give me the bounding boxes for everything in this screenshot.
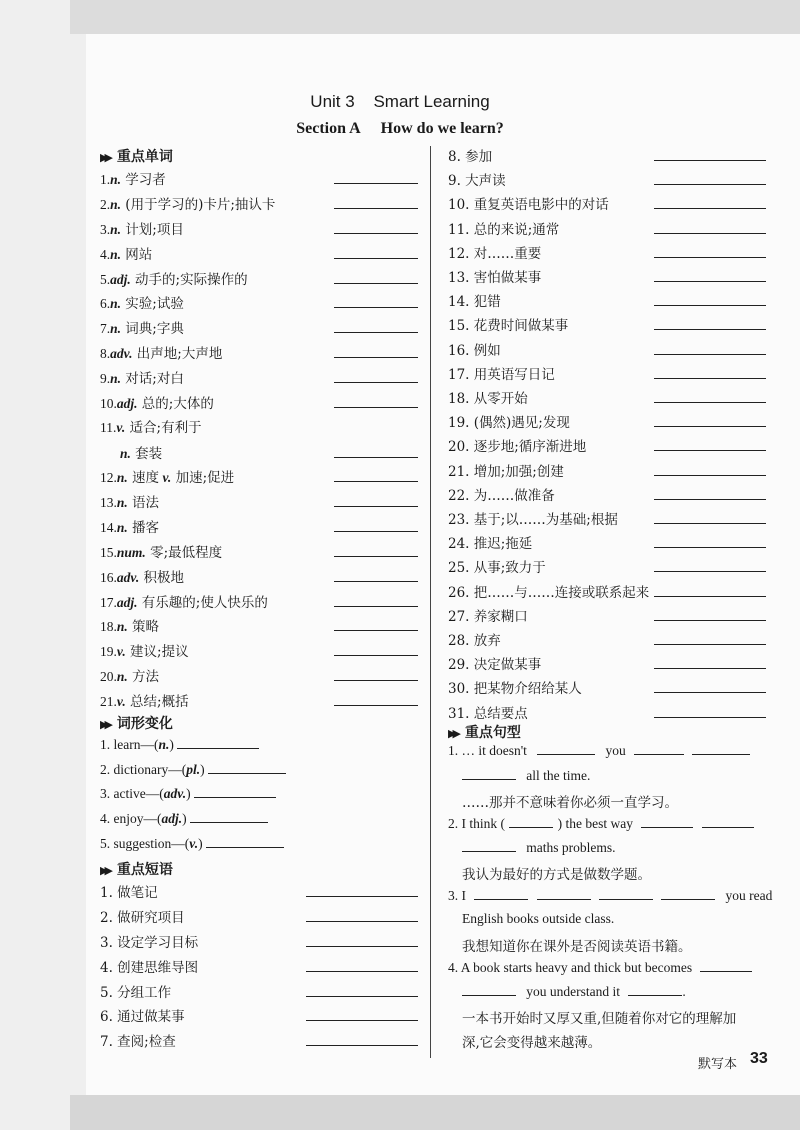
answer-blank[interactable] <box>654 571 766 572</box>
phrase-text: 25. 从事;致力于 <box>448 560 546 577</box>
phrase-text: 23. 基于;以……为基础;根据 <box>448 512 618 528</box>
item-number: 2. <box>100 197 111 212</box>
answer-blank[interactable] <box>334 630 418 631</box>
answer-blank[interactable] <box>654 668 766 669</box>
answer-blank[interactable] <box>334 581 418 582</box>
part-of-speech: v. <box>189 836 199 851</box>
phrase-text: 6. 通过做某事 <box>100 1009 185 1025</box>
chinese-meaning: 策略 <box>127 619 160 635</box>
section-title <box>0 120 800 138</box>
answer-blank[interactable] <box>334 655 418 656</box>
sentence-3-line-2: English books outside class. <box>462 911 615 926</box>
part-of-speech: adj. <box>110 272 131 287</box>
phrase-text: 24. 推迟;拖延 <box>448 536 533 553</box>
word-form-item <box>100 810 268 830</box>
phrase-text: 18. 从零开始 <box>448 391 528 407</box>
answer-blank[interactable] <box>190 810 268 823</box>
section-label: Section A <box>296 120 361 137</box>
item-number: 17. <box>100 595 117 610</box>
chevron-double-icon: ▶▶ <box>448 727 457 740</box>
chinese-meaning: 实验;试验 <box>121 296 184 312</box>
word-form-item <box>100 835 284 855</box>
word-prompt <box>100 392 214 412</box>
item-number: 19. <box>100 644 117 659</box>
chinese-meaning: 总结;概括 <box>125 694 189 710</box>
phrase-text: 11. 总的来说;通常 <box>448 221 560 238</box>
answer-blank[interactable] <box>334 481 418 482</box>
answer-blank[interactable] <box>654 378 766 379</box>
column-divider <box>430 146 431 1058</box>
word-form-item <box>100 785 276 805</box>
chinese-meaning: (用于学习的)卡片;抽认卡 <box>121 197 276 213</box>
part-of-speech: n. <box>110 247 122 262</box>
word-prompt <box>100 665 159 685</box>
part-of-speech: pl. <box>186 762 201 777</box>
answer-blank[interactable] <box>334 705 418 706</box>
chinese-meaning: 方法 <box>127 669 160 685</box>
phrase-text: 22. 为……做准备 <box>448 487 555 504</box>
item-number: 18. <box>100 619 117 634</box>
footer-label: 默写本 <box>698 1057 738 1072</box>
part-of-speech: n. <box>116 470 128 485</box>
section-name: How do we learn? <box>380 120 504 137</box>
part-of-speech: n. <box>110 222 122 237</box>
chinese-meaning: 有乐趣的;使人快乐的 <box>137 595 268 611</box>
sentence-3-translation: 我想知道你在课外是否阅读英语书籍。 <box>462 939 692 955</box>
word-prompt <box>100 292 184 312</box>
blank[interactable] <box>641 815 693 828</box>
item-number: 4. <box>100 811 114 826</box>
close-paren: ) <box>186 786 194 801</box>
answer-blank[interactable] <box>208 761 286 774</box>
base-word: learn—( <box>113 737 159 752</box>
blank[interactable] <box>634 742 684 755</box>
item-number: 8. <box>100 346 111 361</box>
chinese-meaning: 对话;对白 <box>121 371 184 387</box>
item-number: 10. <box>100 396 117 411</box>
answer-blank[interactable] <box>334 307 418 308</box>
answer-blank[interactable] <box>334 457 418 458</box>
item-number: 4. <box>100 247 111 262</box>
part-of-speech: n. <box>120 446 131 461</box>
answer-blank[interactable] <box>306 971 418 972</box>
answer-blank[interactable] <box>654 184 766 185</box>
part-of-speech: n. <box>116 520 128 535</box>
item-number: 14. <box>100 520 117 535</box>
sentence-3-line-1: 3. I you read <box>448 888 773 903</box>
word-prompt <box>100 367 184 387</box>
part-of-speech: v. <box>116 644 126 659</box>
item-number: 2. <box>100 762 114 777</box>
phrase-text: 16. 例如 <box>448 342 501 359</box>
close-paren: ) <box>182 811 191 826</box>
part-of-speech: v. <box>116 694 126 709</box>
chinese-meaning: 语法 <box>127 495 160 511</box>
part-of-speech: v. <box>159 470 172 485</box>
item-number: 15. <box>100 545 117 560</box>
phrase-text: 2. 做研究项目 <box>100 910 185 926</box>
part-of-speech: n. <box>116 495 128 510</box>
phrase-text: 27. 养家糊口 <box>448 608 528 625</box>
answer-blank[interactable] <box>654 475 766 476</box>
chinese-meaning: 计划;项目 <box>121 222 184 238</box>
answer-blank[interactable] <box>306 1045 418 1046</box>
phrase-text: 3. 设定学习目标 <box>100 935 199 951</box>
answer-blank[interactable] <box>194 785 276 798</box>
answer-blank[interactable] <box>306 1020 418 1021</box>
chinese-meaning: 词典;字典 <box>121 321 184 337</box>
item-number: 1. <box>100 737 114 752</box>
phrase-text: 9. 大声读 <box>448 173 506 190</box>
item-number: 11. <box>100 420 117 435</box>
word-prompt <box>100 491 159 511</box>
answer-blank[interactable] <box>206 835 284 848</box>
blank[interactable] <box>462 839 516 852</box>
phrase-text: 28. 放弃 <box>448 633 501 649</box>
blank[interactable] <box>462 983 516 996</box>
word-prompt <box>100 342 222 362</box>
blank[interactable] <box>462 767 516 780</box>
phrase-text: 30. 把某物介绍给某人 <box>448 681 582 698</box>
blank[interactable] <box>628 983 682 996</box>
chinese-meaning: 总的;大体的 <box>137 396 214 412</box>
answer-blank[interactable] <box>334 506 418 507</box>
chinese-meaning: 学习者 <box>121 172 166 188</box>
scan-top-margin <box>70 0 800 34</box>
sentence-1-line-2: all the time. <box>462 767 590 787</box>
item-number: 21. <box>100 694 117 709</box>
answer-blank[interactable] <box>306 921 418 922</box>
answer-blank[interactable] <box>306 896 418 897</box>
heading-key-phrases: ▶▶ 重点短语 <box>100 862 173 878</box>
answer-blank[interactable] <box>654 523 766 524</box>
phrase-text: 21. 增加;加强;创建 <box>448 463 564 480</box>
blank[interactable] <box>702 815 754 828</box>
item-number: 12. <box>100 470 117 485</box>
chinese-meaning: 零;最低程度 <box>145 545 223 561</box>
answer-blank[interactable] <box>334 382 418 383</box>
phrase-text: 26. 把……与……连接或联系起来 <box>448 584 650 601</box>
sentence-4-translation-1: 一本书开始时又厚又重,但随着你对它的理解加 <box>462 1011 737 1027</box>
answer-blank[interactable] <box>654 160 766 161</box>
item-number: 9. <box>100 371 111 386</box>
answer-blank[interactable] <box>334 531 418 532</box>
item-number: 5. <box>100 272 111 287</box>
page-number: 33 <box>750 1050 768 1067</box>
chevron-double-icon: ▶▶ <box>100 151 109 164</box>
word-prompt <box>100 416 202 436</box>
item-number: 16. <box>100 570 117 585</box>
sentence-4-translation-2: 深,它会变得越来越薄。 <box>462 1035 602 1051</box>
blank[interactable] <box>599 887 653 900</box>
answer-blank[interactable] <box>334 183 418 184</box>
blank[interactable] <box>474 887 528 900</box>
answer-blank[interactable] <box>654 547 766 548</box>
chinese-meaning: 适合;有利于 <box>125 420 202 436</box>
word-prompt <box>100 615 159 635</box>
word-prompt <box>100 566 184 586</box>
part-of-speech: adv. <box>116 570 140 585</box>
part-of-speech: adv. <box>163 786 187 801</box>
blank[interactable] <box>692 742 750 755</box>
word-prompt <box>100 516 159 536</box>
answer-blank[interactable] <box>334 283 418 284</box>
blank[interactable] <box>661 887 715 900</box>
phrase-text: 31. 总结要点 <box>448 705 528 722</box>
chinese-meaning: 建议;提议 <box>125 644 189 660</box>
item-number: 3. <box>100 222 111 237</box>
phrase-text: 14. 犯错 <box>448 294 501 311</box>
item-number: 20. <box>100 669 117 684</box>
heading-key-words: ▶▶ 重点单词 <box>100 149 173 165</box>
answer-blank[interactable] <box>654 596 766 597</box>
answer-blank[interactable] <box>334 556 418 557</box>
answer-blank[interactable] <box>654 354 766 355</box>
answer-blank[interactable] <box>654 450 766 451</box>
chinese-meaning: 套装 <box>130 446 163 462</box>
unit-title <box>0 92 800 112</box>
sentence-4-line-1: 4. A book starts heavy and thick but becomes <box>448 959 752 979</box>
unit-name: Smart Learning <box>373 92 490 111</box>
word-form-item <box>100 736 259 756</box>
answer-blank[interactable] <box>654 281 766 282</box>
unit-label: Unit 3 <box>310 92 355 111</box>
answer-blank[interactable] <box>306 946 418 947</box>
blank[interactable] <box>700 959 752 972</box>
chinese-meaning: 动手的;实际操作的 <box>130 272 248 288</box>
chinese-meaning: 播客 <box>127 520 160 536</box>
answer-blank[interactable] <box>306 996 418 997</box>
phrase-text: 1. 做笔记 <box>100 885 158 901</box>
phrase-text: 15. 花费时间做某事 <box>448 318 569 335</box>
answer-blank[interactable] <box>654 402 766 403</box>
answer-blank[interactable] <box>334 258 418 259</box>
answer-blank[interactable] <box>654 208 766 209</box>
sentence-2-translation: 我认为最好的方式是做数学题。 <box>462 867 651 883</box>
base-word: dictionary—( <box>113 762 187 777</box>
chinese-meaning: 速度 <box>127 470 160 486</box>
item-number: 7. <box>100 321 111 336</box>
part-of-speech: n. <box>116 669 128 684</box>
part-of-speech: n. <box>110 371 122 386</box>
phrase-text: 29. 决定做某事 <box>448 657 542 674</box>
phrase-text: 8. 参加 <box>448 149 493 165</box>
part-of-speech: n. <box>116 619 128 634</box>
chinese-meaning: 加速;促进 <box>171 470 235 486</box>
phrase-text: 10. 重复英语电影中的对话 <box>448 197 609 214</box>
chinese-meaning: 积极地 <box>139 570 185 586</box>
chevron-double-icon: ▶▶ <box>100 864 109 877</box>
blank[interactable] <box>537 742 595 755</box>
part-of-speech: adj. <box>161 811 183 826</box>
phrase-text: 7. 查阅;检查 <box>100 1034 176 1050</box>
answer-blank[interactable] <box>654 692 766 693</box>
answer-blank[interactable] <box>177 736 259 749</box>
answer-blank[interactable] <box>654 305 766 306</box>
answer-blank[interactable] <box>654 499 766 500</box>
word-prompt <box>100 193 275 213</box>
close-paren: ) <box>200 762 208 777</box>
part-of-speech: n. <box>110 296 122 311</box>
part-of-speech: n. <box>158 737 170 752</box>
item-number: 3. <box>100 786 114 801</box>
base-word: enjoy—( <box>113 811 162 826</box>
word-prompt <box>100 268 248 288</box>
word-prompt <box>100 466 234 486</box>
chinese-meaning: 网站 <box>121 247 153 263</box>
answer-blank[interactable] <box>654 233 766 234</box>
close-paren: ) <box>169 737 178 752</box>
blank[interactable] <box>537 887 591 900</box>
base-word: suggestion—( <box>113 836 190 851</box>
word-prompt <box>100 541 222 561</box>
item-number: 5. <box>100 836 114 851</box>
phrase-text: 13. 害怕做某事 <box>448 270 542 286</box>
sentence-2-line-1: 2. I think ( ) the best way <box>448 815 754 835</box>
part-of-speech: n. <box>110 197 122 212</box>
answer-blank[interactable] <box>334 357 418 358</box>
base-word: active—( <box>113 786 164 801</box>
answer-blank[interactable] <box>654 620 766 621</box>
part-of-speech: num. <box>116 545 146 560</box>
phrase-text: 12. 对……重要 <box>448 245 542 262</box>
answer-blank[interactable] <box>334 233 418 234</box>
chevron-double-icon: ▶▶ <box>100 718 109 731</box>
phrase-text: 4. 创建思维导图 <box>100 960 199 976</box>
blank[interactable] <box>509 815 553 828</box>
heading-key-sentences: ▶▶ 重点句型 <box>448 725 521 741</box>
answer-blank[interactable] <box>654 329 766 330</box>
part-of-speech: v. <box>116 420 126 435</box>
scan-bottom-margin <box>70 1095 800 1130</box>
answer-blank[interactable] <box>654 426 766 427</box>
word-prompt <box>100 591 268 611</box>
answer-blank[interactable] <box>334 208 418 209</box>
answer-blank[interactable] <box>654 257 766 258</box>
part-of-speech: adj. <box>116 595 138 610</box>
word-prompt <box>100 168 166 188</box>
part-of-speech: adv. <box>110 346 133 361</box>
part-of-speech: adj. <box>116 396 138 411</box>
word-form-item <box>100 761 286 781</box>
sentence-4-line-2: you understand it . <box>462 983 686 1003</box>
sentence-1-line-1: 1. … it doesn't you <box>448 742 750 762</box>
answer-blank[interactable] <box>334 407 418 408</box>
word-prompt <box>100 640 189 660</box>
sentence-2-line-2: maths problems. <box>462 839 616 859</box>
phrase-text: 17. 用英语写日记 <box>448 366 555 383</box>
phrase-text: 19. (偶然)遇见;发现 <box>448 415 570 432</box>
word-prompt <box>120 442 162 462</box>
answer-blank[interactable] <box>334 680 418 681</box>
part-of-speech: n. <box>110 321 122 336</box>
item-number: 6. <box>100 296 111 311</box>
word-prompt <box>100 317 184 337</box>
item-number: 13. <box>100 495 117 510</box>
answer-blank[interactable] <box>334 332 418 333</box>
word-prompt <box>100 243 152 263</box>
close-paren: ) <box>198 836 206 851</box>
chinese-meaning: 出声地;大声地 <box>132 346 223 362</box>
part-of-speech: n. <box>110 172 122 187</box>
answer-blank[interactable] <box>654 644 766 645</box>
phrase-text: 20. 逐步地;循序渐进地 <box>448 439 587 456</box>
item-number: 1. <box>100 172 111 187</box>
word-prompt <box>100 218 184 238</box>
phrase-text: 5. 分组工作 <box>100 985 172 1001</box>
answer-blank[interactable] <box>334 606 418 607</box>
heading-word-forms: ▶▶ 词形变化 <box>100 716 173 732</box>
answer-blank[interactable] <box>654 717 766 718</box>
sentence-1-translation: ……那并不意味着你必须一直学习。 <box>462 795 678 811</box>
word-prompt <box>100 690 189 710</box>
